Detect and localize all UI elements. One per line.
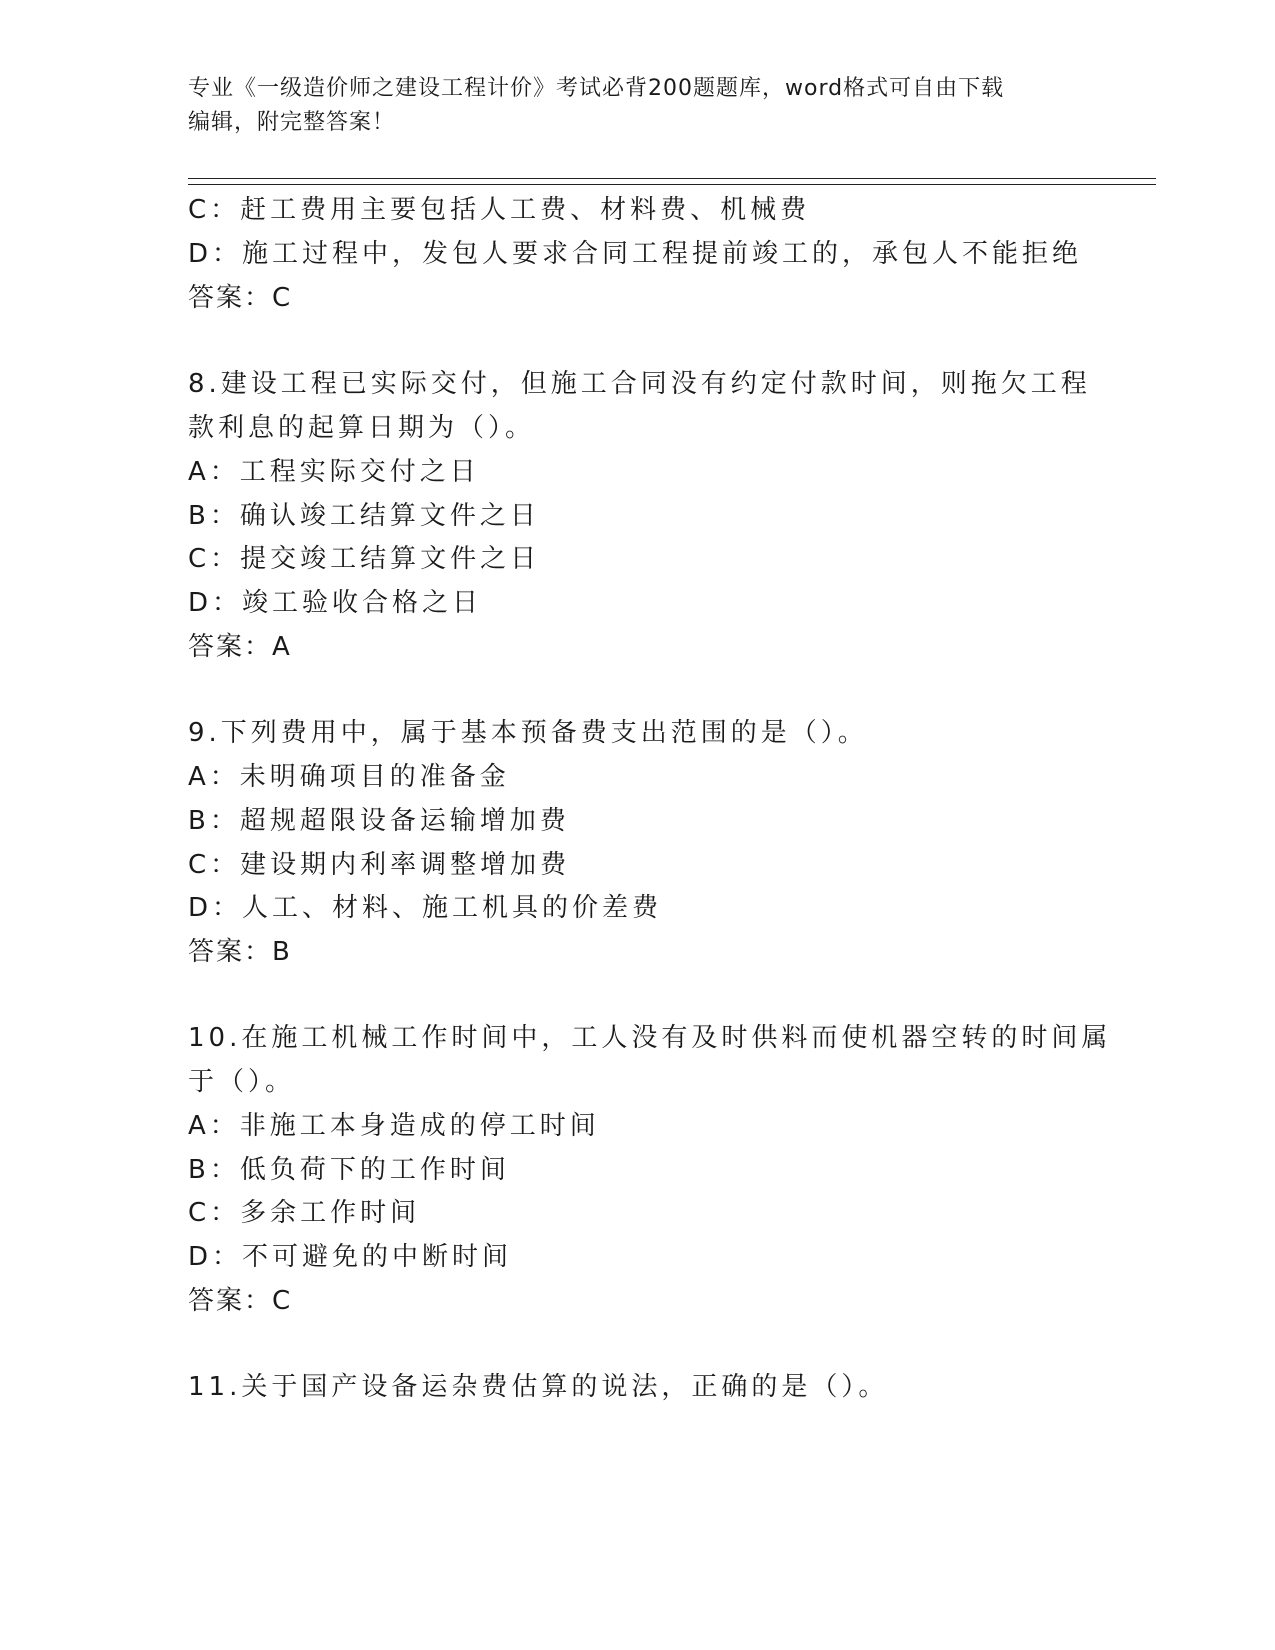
q9-answer: 答案：B — [188, 937, 292, 967]
header-divider-bottom — [188, 184, 1156, 185]
header-line-2: 编辑，附完整答案！ — [188, 110, 396, 135]
prev-question-answer: 答案：C — [188, 283, 293, 313]
q8-option-c: C：提交竣工结算文件之日 — [188, 544, 541, 574]
q8-option-d: D：竣工验收合格之日 — [188, 588, 483, 618]
q8-answer: 答案：A — [188, 632, 292, 662]
header-divider-top — [188, 178, 1156, 179]
q8-option-b: B：确认竣工结算文件之日 — [188, 501, 540, 531]
q10-option-a: A：非施工本身造成的停工时间 — [188, 1111, 600, 1141]
header-line-1: 专业《一级造价师之建设工程计价》考试必背200题题库，word格式可自由下载 — [188, 76, 1005, 101]
q10-stem-line-1: 10.在施工机械工作时间中，工人没有及时供料而使机器空转的时间属 — [188, 1023, 1112, 1053]
q11-stem-line-1: 11.关于国产设备运杂费估算的说法，正确的是（）。 — [188, 1372, 889, 1402]
q10-answer: 答案：C — [188, 1286, 293, 1316]
document-header — [188, 72, 1088, 140]
q9-option-b: B：超规超限设备运输增加费 — [188, 806, 570, 836]
q8-stem-line-1: 8.建设工程已实际交付，但施工合同没有约定付款时间，则拖欠工程 — [188, 369, 1091, 399]
q9-option-a: A：未明确项目的准备金 — [188, 762, 510, 792]
q10-stem-line-2: 于（）。 — [188, 1067, 296, 1097]
prev-question-option-d: D：施工过程中，发包人要求合同工程提前竣工的，承包人不能拒绝 — [188, 239, 1083, 269]
q9-option-d: D：人工、材料、施工机具的价差费 — [188, 893, 663, 923]
prev-question-option-c: C：赶工费用主要包括人工费、材料费、机械费 — [188, 195, 811, 225]
q8-option-a: A：工程实际交付之日 — [188, 457, 480, 487]
q9-stem-line-1: 9.下列费用中，属于基本预备费支出范围的是（）。 — [188, 718, 868, 748]
q9-option-c: C：建设期内利率调整增加费 — [188, 850, 571, 880]
q10-option-b: B：低负荷下的工作时间 — [188, 1155, 510, 1185]
q8-stem-line-2: 款利息的起算日期为（）。 — [188, 413, 536, 443]
q10-option-c: C：多余工作时间 — [188, 1198, 421, 1228]
q10-option-d: D：不可避免的中断时间 — [188, 1242, 513, 1272]
